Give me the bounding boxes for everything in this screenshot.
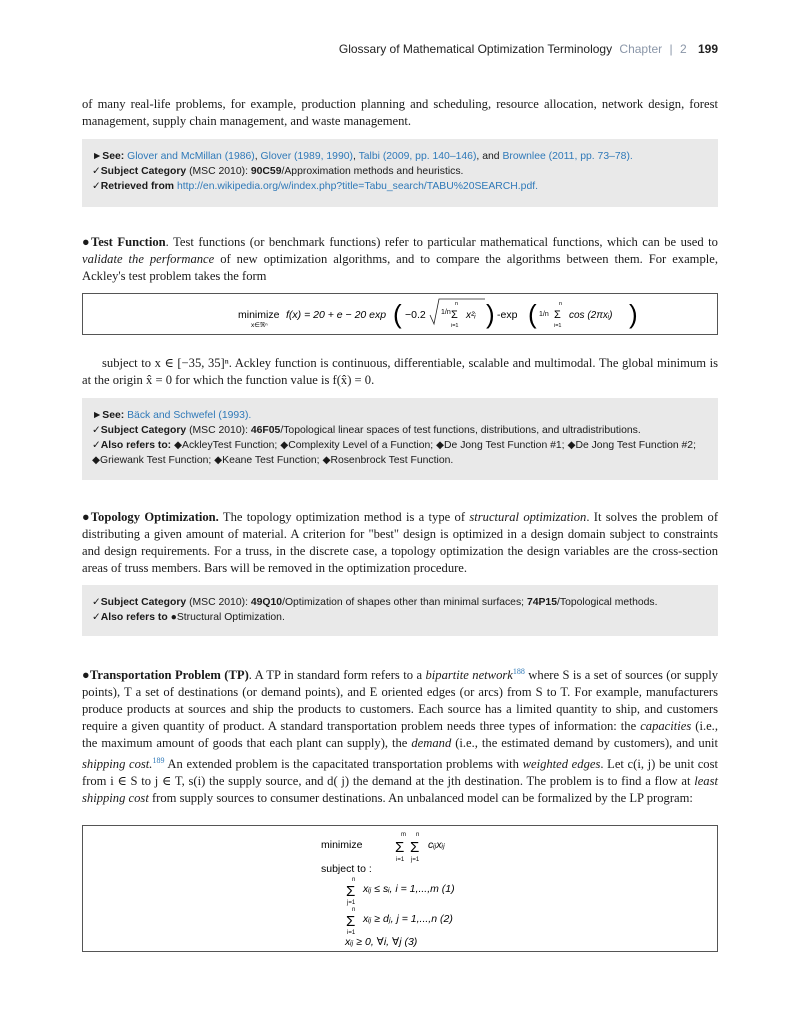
also-refers-label: ✓Also refers to: [92,440,172,451]
paren-open: ( [528,299,537,329]
emphasis-text: bipartite network [425,668,513,683]
chapter-separator: | [669,42,673,56]
paren-close: ) [629,299,638,329]
subject-to-label: subject to : [321,863,372,875]
sigma-icon: Σ [554,309,561,321]
retrieved-line [92,179,706,194]
emphasis-text: shipping cost. [82,757,153,772]
formula-lhs: f(x) = 20 + e − 20 exp [286,309,387,321]
emphasis-text: structural optimization [469,510,587,524]
and-word: and [482,151,500,162]
emphasis-text: demand [411,736,452,751]
also-refers-line-2 [92,453,706,468]
constraint-1: xᵢⱼ ≤ sᵢ, i = 1,...,m (1) [363,883,455,895]
ackley-formula [83,294,717,334]
msc-description: /Approximation methods and heuristics. [281,166,464,177]
paren-open: ( [393,299,402,329]
see-label: ►See: [92,151,125,162]
cross-reference-link[interactable]: ●Structural Optimization. [170,612,285,623]
constraint-3: xᵢⱼ ≥ 0, ∀i, ∀j (3) [345,936,418,948]
sum-upper: n [455,301,459,307]
bullet-icon: ● [82,235,91,249]
msc-code: 46F05 [250,425,281,436]
term-title: Transportation Problem (TP) [89,668,249,683]
see-line: ►See: Glover and McMillan (1986), Glover (1989, 1990), Talbi (2009, pp. 140–146), and Brownlee (2011, pp. 73–78). [92,151,633,162]
sigma-icon: Σ [395,839,405,856]
footnote-ref[interactable]: 188 [512,667,525,676]
msc-description: /Topological methods. [556,597,658,608]
entry-text: (i.e., the maximum amount of goods that each plant can supply), the [82,719,718,751]
transportation-problem-entry [82,663,718,807]
also-refers-line [92,438,706,453]
running-title: Glossary of Mathematical Optimization Terminology [338,42,613,56]
domain-subscript: x∈ℜⁿ [251,322,268,329]
msc-description: /Topological linear spaces of test functions, distributions, and ultradistributions. [280,425,641,436]
entry-text: from supply sources to consumer destinations. An unbalanced model can be formalized by the LP program: [148,791,693,806]
entry-text: . Let c(i, j) be unit cost from i ∈ S to j ∈ T, s(i) the supply source, and d( j) the demand at the jth destination. The problem is to find a flow at [82,757,718,789]
objective: cᵢⱼxᵢⱼ [428,839,445,851]
entry-text: . It solves the problem of distributing a given amount of material. A criterion for "best" design is optimized in a design domain subject to constraints and design requirements. For a truss, in the discrete case, a topology optimization the design variables are the cross-section areas of truss members. Bars will be removed in the optimization procedure. [82,510,719,575]
subject-label: ✓Subject Category [92,597,187,608]
sum-lower: j=1 [347,900,356,906]
constraint-2: xᵢⱼ ≥ dⱼ, j = 1,...,n (2) [363,913,453,925]
emphasis-text: weighted edges [522,757,601,772]
sum-upper: n [352,877,356,883]
sigma-icon: Σ [346,913,356,930]
topology-optimization-entry [82,509,718,577]
msc-code: 74P15 [526,597,557,608]
entry-text: An extended problem is the capacitated transportation problems with [164,757,523,772]
bullet-icon: ● [82,510,91,524]
msc-code: 49Q10 [250,597,283,608]
sum-upper: n [352,907,356,913]
chapter-label: Chapter [619,42,663,56]
sigma-icon: Σ [346,883,356,900]
cos-term: cos (2πxᵢ) [569,310,613,321]
x-squared: x²ᵢ [466,310,476,321]
subject-label: ✓Subject Category [92,166,187,177]
sigma-icon: Σ [451,309,458,321]
one-over-n: 1/n [539,311,549,318]
term-title: Topology Optimization. [90,510,219,524]
test-function-entry [82,234,718,285]
minimize-label: minimize [321,839,363,851]
cross-reference-list[interactable]: ◆AckleyTest Function; ◆Complexity Level of a Function; ◆De Jong Test Function #1; ◆De Jong Test Function #2; [174,440,696,451]
subject-line [92,595,706,610]
sum-lower: i=1 [451,323,459,329]
entry-text: . A TP in standard form refers to a [248,668,426,683]
also-refers-label: ✓Also refers to [92,612,168,623]
emphasis-text: validate the performance [82,252,215,266]
intro-paragraph: of many real-life problems, for example, production planning and scheduling, resource allocation, network design, forest management, supply chain management, and waste management. [82,97,718,128]
reference-box-topology [82,585,718,636]
retrieved-label: ✓Retrieved from [92,181,175,192]
bullet-icon: ● [82,668,90,683]
sum-lower: i=1 [347,930,356,936]
msc-code: 90C59 [250,166,282,177]
subject-line [92,423,706,438]
reference-box-tabu [82,139,718,207]
chapter-number: 2 [679,42,687,56]
msc-label: (MSC 2010): [189,166,248,177]
see-label: ►See: [92,410,125,421]
also-refers-line [92,610,706,625]
sum-upper: n [559,301,563,307]
ref-link[interactable]: Glover and McMillan (1986) [127,151,255,162]
sigma-icon: Σ [410,839,420,856]
ackley-formula-box [82,293,718,335]
entry-text: . Test functions (or benchmark functions) refer to particular mathematical functions, which can be used to [165,235,718,249]
ref-link[interactable]: Brownlee (2011, pp. 73–78). [502,151,633,162]
minimize-label: minimize [238,309,280,321]
sum-lower: i=1 [554,323,562,329]
retrieved-url-link[interactable]: http://en.wikipedia.org/w/index.php?title=Tabu_search/TABU%20SEARCH.pdf. [176,181,539,192]
ref-link[interactable]: Glover (1989, 1990) [260,151,353,162]
cross-reference-list[interactable]: ◆Griewank Test Function; ◆Keane Test Function; ◆Rosenbrock Test Function. [92,455,454,466]
sum-lower: j=1 [411,857,420,863]
subject-line [92,164,706,179]
ref-link[interactable]: Bäck and Schwefel (1993). [127,410,252,421]
term-title: Test Function [90,235,166,249]
minus-exp: -exp [497,309,518,321]
footnote-ref[interactable]: 189 [152,756,165,766]
coefficient: −0.2 [405,309,426,321]
ref-link[interactable]: Talbi (2009, pp. 140–146) [358,151,477,162]
entry-text: where S is a set of sources (or supply points), T a set of destinations (or demand points), and E oriented edges (or arcs) from S to T. For example, manufacturers produce products at sources and ship the products to customers. Each source has a limited quantity to ship, and customers require a given quantity of product. A standard transportation problem needs three types of information: the [82,668,718,734]
msc-description: /Optimization of shapes other than minimal surfaces; [282,597,525,608]
msc-label: (MSC 2010): [189,425,248,436]
see-line [92,408,706,423]
paren-close: ) [486,299,495,329]
lp-program [83,826,717,951]
emphasis-text: capacities [640,719,692,734]
reference-box-test-function [82,398,718,480]
entry-text: (i.e., the estimated demand by customers), and unit [451,736,718,751]
emphasis-text: least shipping cost [82,774,718,806]
entry-text: of new optimization algorithms, and to compare the algorithms between them. For example, Ackley's test problem takes the form [82,252,719,283]
msc-label: (MSC 2010): [189,597,248,608]
page-number: 199 [697,42,718,56]
sum-upper: n [416,832,420,838]
sum-lower: i=1 [396,857,405,863]
sum-upper: m [401,832,406,838]
subject-label: ✓Subject Category [92,425,187,436]
lp-program-box [82,825,718,952]
entry-text: The topology optimization method is a type of [218,510,470,524]
running-header [339,42,718,56]
ackley-description: subject to x ∈ [−35, 35]ⁿ. Ackley function is continuous, differentiable, scalable and multimodal. The global minimum is at the origin x̂ = 0 for which the function value is f(x̂) = 0. [82,356,718,387]
fraction: 1/n [441,309,451,316]
